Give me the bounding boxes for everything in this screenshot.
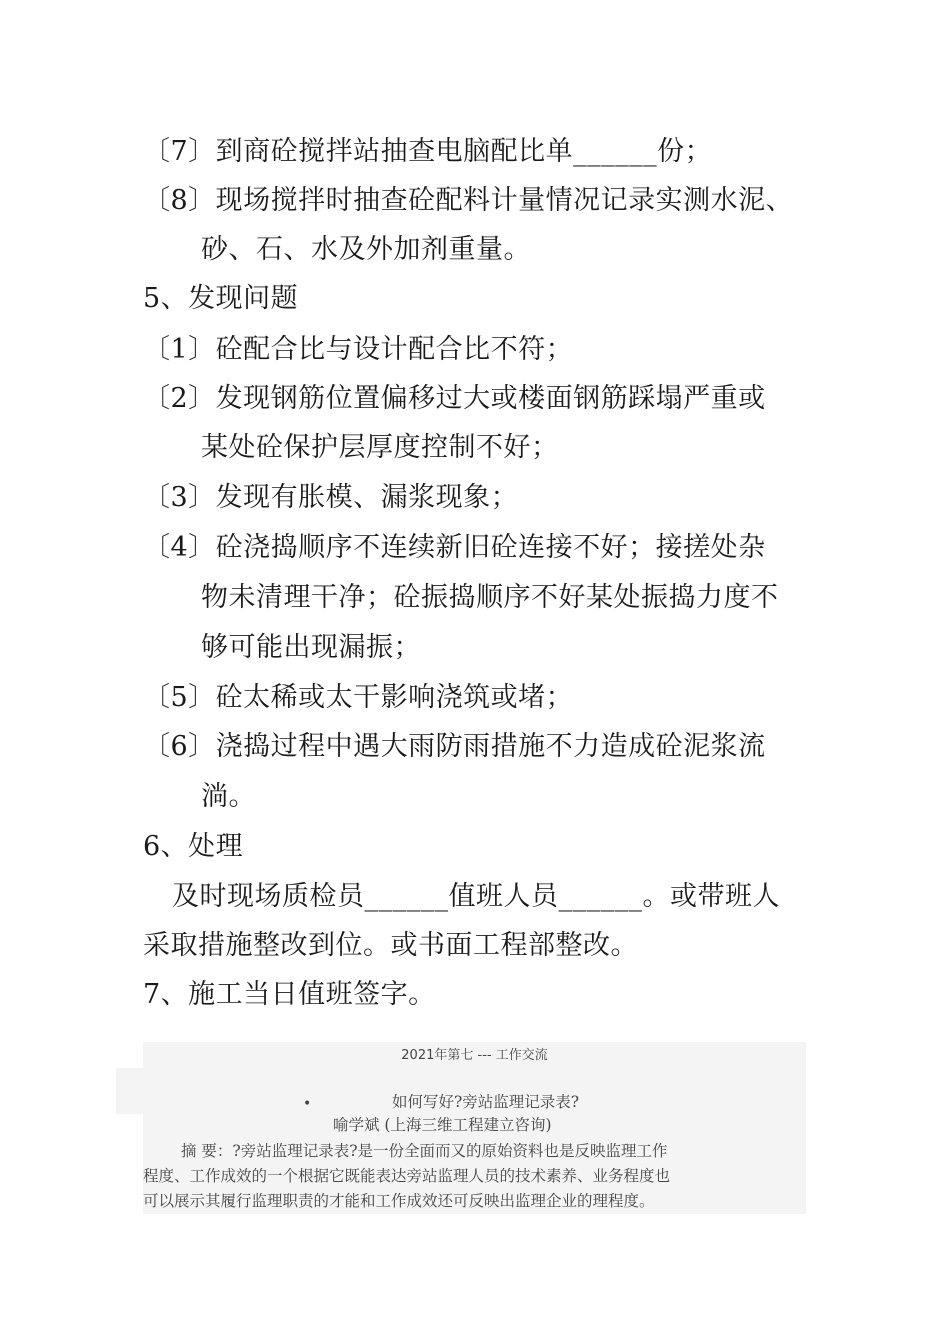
problem-5-line: 〔5〕砼太稀或太干影响浇筑或堵； — [143, 682, 574, 713]
problem-2-line-1: 〔2〕发现钢筋位置偏移过大或楼面钢筋踩塌严重或 — [143, 383, 766, 414]
problem-2-line-2: 某处砼保护层厚度控制不好； — [201, 432, 559, 463]
article-author: 喻学斌 (上海三维工程建立咨询) — [333, 1116, 552, 1134]
section-6-heading: 6、处理 — [143, 831, 244, 862]
abstract-line-1: 摘 要：?旁站监理记录表?是一份全面而又的原始资料也是反映监理工作 — [181, 1142, 668, 1160]
handling-line-1: 及时现场质检员______值班人员______。或带班人 — [172, 881, 780, 912]
problem-4-line-1: 〔4〕砼浇捣顺序不连续新旧砼连接不好；接搓处杂 — [143, 532, 766, 563]
problem-3-line: 〔3〕发现有胀模、漏浆现象； — [143, 482, 519, 513]
problem-4-line-3: 够可能出现漏振； — [201, 632, 421, 663]
article-title: 如何写好?旁站监理记录表? — [392, 1093, 580, 1111]
item-7-line: 〔7〕到商砼搅拌站抽查电脑配比单______份； — [143, 136, 713, 167]
item-8-line-1: 〔8〕现场搅拌时抽查砼配料计量情况记录实测水泥、 — [143, 185, 794, 216]
abstract-line-2: 程度、工作成效的一个根据它既能表达旁站监理人员的技术素养、业务程度也 — [143, 1167, 671, 1185]
excerpt-header: 2021年第七 --- 工作交流 — [401, 1048, 548, 1063]
problem-6-line-1: 〔6〕浇捣过程中遇大雨防雨措施不力造成砼泥浆流 — [143, 731, 766, 762]
handling-line-2: 采取措施整改到位。或书面工程部整改。 — [143, 930, 638, 961]
section-5-heading: 5、发现问题 — [143, 283, 299, 314]
problem-1-line: 〔1〕砼配合比与设计配合比不符； — [143, 334, 574, 365]
excerpt-margin-block — [116, 1068, 144, 1114]
abstract-line-3: 可以展示其履行监理职责的才能和工作成效还可反映出监理企业的理程度。 — [143, 1192, 655, 1210]
section-7-heading: 7、施工当日值班签字。 — [143, 979, 436, 1010]
problem-4-line-2: 物未清理干净；砼振捣顺序不好某处振捣力度不 — [201, 582, 779, 613]
problem-6-line-2: 淌。 — [201, 781, 256, 812]
bullet-icon: • — [303, 1096, 312, 1112]
item-8-line-2: 砂、石、水及外加剂重量。 — [201, 234, 531, 265]
